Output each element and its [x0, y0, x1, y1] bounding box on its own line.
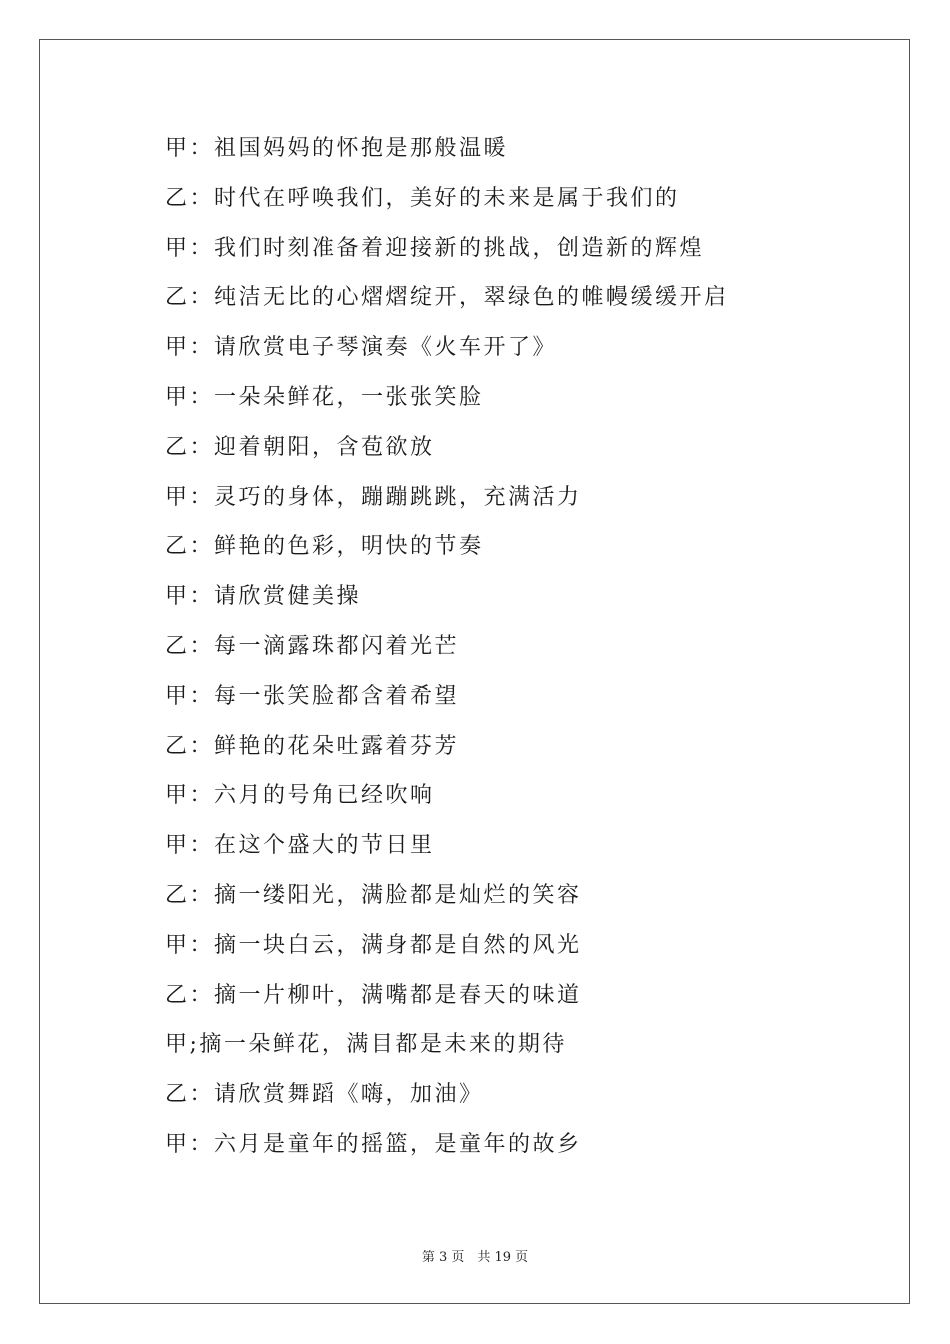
dialogue-line: 甲：我们时刻准备着迎接新的挑战，创造新的辉煌	[165, 235, 705, 261]
dialogue-line: 甲：灵巧的身体，蹦蹦跳跳，充满活力	[165, 484, 582, 510]
dialogue-line: 甲：请欣赏电子琴演奏《火车开了》	[165, 335, 558, 361]
page-number-footer: 第 3 页 共 19 页	[421, 1250, 529, 1265]
dialogue-line: 乙：鲜艳的色彩，明快的节奏	[165, 534, 484, 560]
dialogue-line: 甲：摘一块白云，满身都是自然的风光	[165, 932, 582, 958]
dialogue-line: 乙：纯洁无比的心熠熠绽开，翠绿色的帷幔缓缓开启	[165, 285, 729, 311]
dialogue-line: 甲：每一张笑脸都含着希望	[165, 683, 460, 709]
dialogue-line: 甲：一朵朵鲜花，一张张笑脸	[165, 384, 484, 410]
dialogue-line: 甲：祖国妈妈的怀抱是那般温暖	[165, 136, 509, 161]
dialogue-line: 乙：请欣赏舞蹈《嗨，加油》	[165, 1082, 484, 1108]
dialogue-line: 乙：鲜艳的花朵吐露着芬芳	[165, 733, 460, 759]
dialogue-line: 乙：迎着朝阳，含苞欲放	[165, 434, 435, 460]
dialogue-line: 甲：六月是童年的摇篮，是童年的故乡	[165, 1131, 582, 1157]
dialogue-line: 乙：每一滴露珠都闪着光芒	[165, 633, 460, 659]
dialogue-line: 乙：摘一片柳叶，满嘴都是春天的味道	[165, 982, 582, 1008]
dialogue-line: 乙：时代在呼唤我们，美好的未来是属于我们的	[165, 185, 680, 211]
dialogue-line: 甲;摘一朵鲜花，满目都是未来的期待	[165, 1032, 567, 1058]
dialogue-line: 甲：六月的号角已经吹响	[165, 783, 435, 809]
dialogue-lines	[165, 130, 729, 1176]
dialogue-line: 甲：在这个盛大的节日里	[165, 833, 435, 859]
dialogue-line: 甲：请欣赏健美操	[165, 584, 362, 610]
dialogue-line: 乙：摘一缕阳光，满脸都是灿烂的笑容	[165, 882, 582, 908]
